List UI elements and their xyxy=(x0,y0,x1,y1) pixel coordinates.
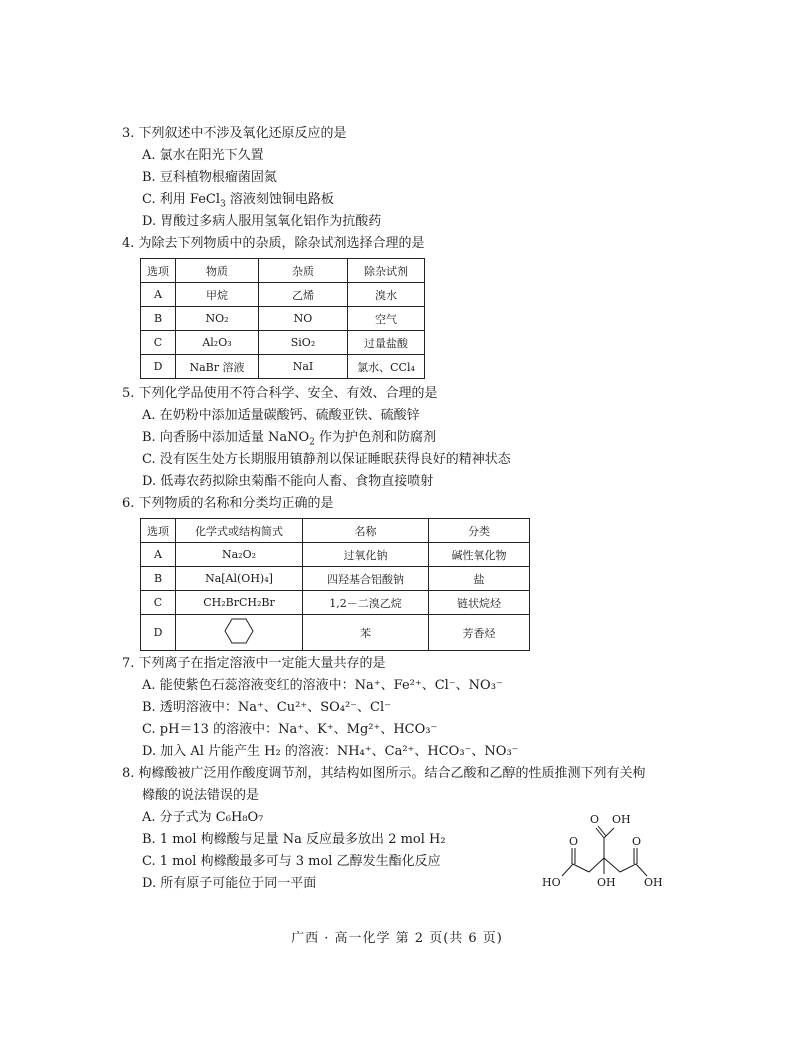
table-header-cell: 选项 xyxy=(141,259,176,283)
table-cell: Na₂O₂ xyxy=(176,543,303,567)
table-cell: D xyxy=(141,355,176,379)
table-cell: NO₂ xyxy=(176,307,259,331)
option-a: A. 能使紫色石蕊溶液变红的溶液中：Na⁺、Fe²⁺、Cl⁻、NO₃⁻ xyxy=(142,678,503,693)
table-header-row xyxy=(141,259,425,283)
table-row xyxy=(141,591,530,615)
label-oh-center: OH xyxy=(597,876,616,889)
table-cell: A xyxy=(141,283,176,307)
table-cell: NaI xyxy=(259,355,348,379)
table-cell: 过量盐酸 xyxy=(348,331,425,355)
table-cell: B xyxy=(141,307,176,331)
table-cell: 空气 xyxy=(348,307,425,331)
label-o-left: O xyxy=(569,835,579,848)
impurity-table xyxy=(140,258,425,379)
table-cell xyxy=(176,615,303,651)
table-cell: 芳香烃 xyxy=(429,615,530,651)
table-row xyxy=(141,307,425,331)
table-header-cell: 化学式或结构简式 xyxy=(176,519,303,543)
table-header-cell: 分类 xyxy=(429,519,530,543)
table-cell: 链状烷烃 xyxy=(429,591,530,615)
option-d: D. 所有原子可能位于同一平面 xyxy=(142,876,317,891)
table-cell: 溴水 xyxy=(348,283,425,307)
question-6 xyxy=(122,493,334,515)
label-o-mid: O xyxy=(590,813,600,826)
option-text: B. 向香肠中添加适量 NaNO xyxy=(142,430,310,445)
question-7 xyxy=(122,653,519,763)
question-stem: 8. 枸橼酸被广泛用作酸度调节剂，其结构如图所示。结合乙酸和乙醇的性质推测下列有关枸 xyxy=(122,766,646,781)
table-row xyxy=(141,615,530,651)
table-cell: 乙烯 xyxy=(259,283,348,307)
option-c xyxy=(122,189,381,211)
option-a: A. 氯水在阳光下久置 xyxy=(142,148,264,163)
table-cell: 苯 xyxy=(303,615,429,651)
table-header-row xyxy=(141,519,530,543)
option-b: B. 豆科植物根瘤菌固氮 xyxy=(142,170,277,185)
question-stem: 3. 下列叙述中不涉及氧化还原反应的是 xyxy=(122,126,347,141)
table-cell: 1,2－二溴乙烷 xyxy=(303,591,429,615)
table-cell: SiO₂ xyxy=(259,331,348,355)
table-cell: C xyxy=(141,591,176,615)
option-b xyxy=(122,427,511,449)
table-header-cell: 选项 xyxy=(141,519,176,543)
table-cell: C xyxy=(141,331,176,355)
table-row xyxy=(141,283,425,307)
table-row xyxy=(141,331,425,355)
table-cell: 过氧化钠 xyxy=(303,543,429,567)
option-d: D. 加入 Al 片能产生 H₂ 的溶液：NH₄⁺、Ca²⁺、HCO₃⁻、NO₃⁻ xyxy=(142,744,519,759)
table-cell: NO xyxy=(259,307,348,331)
subscript: 2 xyxy=(309,437,315,448)
option-text: 溶液刻蚀铜电路板 xyxy=(225,192,334,207)
option-a: A. 分子式为 C₆H₈O₇ xyxy=(142,810,264,825)
option-d: D. 胃酸过多病人服用氢氧化铝作为抗酸药 xyxy=(142,214,382,229)
label-o-right: O xyxy=(632,835,642,848)
benzene-ring-icon xyxy=(223,617,255,645)
question-stem: 4. 为除去下列物质中的杂质，除杂试剂选择合理的是 xyxy=(122,236,425,251)
table-cell: 碱性氧化物 xyxy=(429,543,530,567)
table-header-cell: 除杂试剂 xyxy=(348,259,425,283)
option-text: C. 利用 FeCl xyxy=(142,192,220,207)
option-b: B. 透明溶液中：Na⁺、Cu²⁺、SO₄²⁻、Cl⁻ xyxy=(142,700,392,715)
table-row xyxy=(141,355,425,379)
table-cell: B xyxy=(141,567,176,591)
table-cell: 甲烷 xyxy=(176,283,259,307)
table-row xyxy=(141,543,530,567)
table-row xyxy=(141,567,530,591)
question-3 xyxy=(122,123,381,233)
page-footer: 广西 · 高一化学 第 2 页(共 6 页) xyxy=(291,931,503,946)
naming-table xyxy=(140,518,530,651)
table-cell: A xyxy=(141,543,176,567)
question-stem-continued: 橼酸的说法错误的是 xyxy=(142,788,260,803)
label-oh-right: OH xyxy=(644,876,663,889)
table-header-cell: 杂质 xyxy=(259,259,348,283)
table-cell: 氯水、CCl₄ xyxy=(348,355,425,379)
subscript: 3 xyxy=(220,199,226,210)
question-stem: 5. 下列化学品使用不符合科学、安全、有效、合理的是 xyxy=(122,386,438,401)
table-header-cell: 名称 xyxy=(303,519,429,543)
table-cell: D xyxy=(141,615,176,651)
question-stem: 7. 下列离子在指定溶液中一定能大量共存的是 xyxy=(122,656,386,671)
table-cell: 盐 xyxy=(429,567,530,591)
table-cell: NaBr 溶液 xyxy=(176,355,259,379)
option-c: C. 没有医生处方长期服用镇静剂以保证睡眠获得良好的精神状态 xyxy=(142,452,511,467)
option-a: A. 在奶粉中添加适量碳酸钙、硫酸亚铁、硫酸锌 xyxy=(142,408,420,423)
option-d: D. 低毒农药拟除虫菊酯不能向人畜、食物直接喷射 xyxy=(142,474,434,489)
option-c: C. pH＝13 的溶液中：Na⁺、K⁺、Mg²⁺、HCO₃⁻ xyxy=(142,722,438,737)
question-5 xyxy=(122,383,511,493)
option-text: 作为护色剂和防腐剂 xyxy=(314,430,436,445)
table-cell: Al₂O₃ xyxy=(176,331,259,355)
label-oh-top: OH xyxy=(612,813,631,826)
table-cell: CH₂BrCH₂Br xyxy=(176,591,303,615)
question-4 xyxy=(122,233,425,255)
table-header-cell: 物质 xyxy=(176,259,259,283)
question-stem: 6. 下列物质的名称和分类均正确的是 xyxy=(122,496,334,511)
table-cell: 四羟基合铝酸钠 xyxy=(303,567,429,591)
option-c: C. 1 mol 枸橼酸最多可与 3 mol 乙醇发生酯化反应 xyxy=(142,854,441,869)
table-cell: Na[Al(OH)₄] xyxy=(176,567,303,591)
option-b: B. 1 mol 枸橼酸与足量 Na 反应最多放出 2 mol H₂ xyxy=(142,832,446,847)
citric-acid-structure xyxy=(534,808,674,898)
label-ho-left: HO xyxy=(542,876,561,889)
